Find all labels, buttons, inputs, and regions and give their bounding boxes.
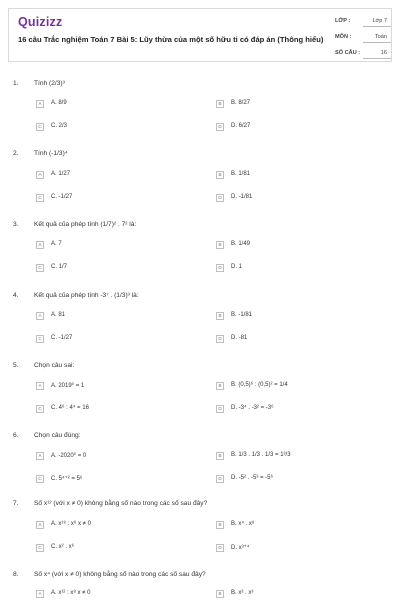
option-letter-box: C [36, 544, 44, 552]
option-text: C. x² . x⁶ [51, 544, 75, 550]
meta-subject-key: MÔN : [335, 34, 352, 40]
answer-option[interactable] [36, 404, 208, 414]
question-number: 5. [13, 362, 19, 369]
option-text: C. -1/27 [51, 194, 73, 200]
worksheet-header [8, 8, 392, 62]
option-text: D. 6/27 [231, 123, 251, 129]
option-letter-box: C [36, 335, 44, 343]
question-number: 1. [13, 80, 19, 87]
option-text: A. 8/9 [51, 100, 67, 106]
option-text: A. -2020⁰ = 0 [51, 453, 87, 459]
meta-subject [335, 31, 391, 43]
option-text: C. 1/7 [51, 264, 68, 270]
answer-option[interactable] [216, 589, 388, 599]
option-letter-box: A [36, 452, 44, 460]
answer-option[interactable] [216, 193, 388, 203]
option-letter-box: B [216, 521, 224, 529]
option-letter-box: C [36, 475, 44, 483]
option-text: A. x¹² : x⁸ x ≠ 0 [51, 590, 91, 596]
question-number: 7. [13, 500, 19, 507]
answer-option[interactable] [36, 381, 208, 391]
answer-option[interactable] [216, 170, 388, 180]
question-number: 8. [13, 571, 19, 578]
option-text: D. -5² . -5³ = -5⁶ [231, 475, 273, 481]
option-letter-box: D [216, 335, 224, 343]
answer-option[interactable] [36, 122, 208, 132]
option-text: A. 1/27 [51, 171, 71, 177]
option-text: A. x¹⁸ : x⁶ x ≠ 0 [51, 521, 91, 527]
answer-option[interactable] [36, 193, 208, 203]
option-letter-box: C [36, 405, 44, 413]
option-text: B. -1/81 [231, 312, 253, 318]
option-text: D. -3⁴ . -3² = -3⁶ [231, 405, 274, 411]
question-text: Tính (-1/3)⁴ [34, 150, 68, 157]
question-text: Số x⁴ (với x ≠ 0) không bằng số nào trong các số sau đây? [34, 571, 206, 578]
option-text: B. 1/3 . 1/3 . 1/3 = 1³/3 [231, 452, 291, 458]
question-text: Tính (2/3)³ [34, 80, 65, 87]
option-letter-box: D [216, 475, 224, 483]
option-letter-box: A [36, 382, 44, 390]
answer-option[interactable] [216, 520, 388, 530]
option-letter-box: B [216, 452, 224, 460]
option-letter-box: D [216, 194, 224, 202]
option-text: B. 1/49 [231, 241, 251, 247]
answer-option[interactable] [216, 334, 388, 344]
option-text: A. 7 [51, 241, 62, 247]
option-text: B. (0,5)⁶ : (0,5)² = 1/4 [231, 382, 288, 388]
option-letter-box: A [36, 521, 44, 529]
answer-option[interactable] [36, 520, 208, 530]
question-text: Kết quả của phép tính -3⁷ . (1/3)³ là: [34, 292, 139, 299]
question-number: 4. [13, 292, 19, 299]
question-text: Kết quả của phép tính (1/7)² . 7² là: [34, 221, 137, 228]
answer-option[interactable] [36, 311, 208, 321]
quizizz-logo: Quizizz [18, 15, 63, 29]
option-text: C. -1/27 [51, 335, 73, 341]
option-text: B. 8/27 [231, 100, 251, 106]
answer-option[interactable] [36, 263, 208, 273]
option-letter-box: D [216, 405, 224, 413]
option-letter-box: B [216, 590, 224, 598]
meta-class-key: LỚP : [335, 18, 351, 24]
answer-option[interactable] [216, 122, 388, 132]
meta-subject-value: Toán [374, 34, 387, 40]
answer-option[interactable] [36, 240, 208, 250]
answer-option[interactable] [36, 170, 208, 180]
meta-class [335, 15, 391, 27]
meta-count-key: SỐ CÂU : [335, 50, 361, 56]
option-letter-box: D [216, 544, 224, 552]
option-text: A. 2019⁰ = 1 [51, 383, 85, 389]
option-text: D. x³⁺⁴ [231, 545, 250, 551]
option-letter-box: B [216, 171, 224, 179]
option-letter-box: B [216, 312, 224, 320]
question-number: 6. [13, 432, 19, 439]
meta-class-value: Lớp 7 [372, 18, 387, 24]
question-text: Chọn câu đúng: [34, 432, 81, 439]
answer-option[interactable] [216, 451, 388, 461]
option-text: D. 1 [231, 264, 243, 270]
worksheet-title: 16 câu Trắc nghiệm Toán 7 Bài 5: Lũy thừa của một số hữu tỉ có đáp án (Thông hiểu) [18, 35, 324, 44]
answer-option[interactable] [216, 543, 388, 553]
option-letter-box: C [36, 264, 44, 272]
option-letter-box: A [36, 171, 44, 179]
answer-option[interactable] [36, 334, 208, 344]
option-letter-box: A [36, 100, 44, 108]
option-letter-box: D [216, 123, 224, 131]
option-letter-box: D [216, 264, 224, 272]
answer-option[interactable] [216, 99, 388, 109]
answer-option[interactable] [216, 311, 388, 321]
option-letter-box: B [216, 382, 224, 390]
option-text: D. -1/81 [231, 194, 253, 200]
option-text: D. -81 [231, 335, 248, 341]
meta-count-value: 16 [380, 50, 387, 56]
option-text: B. x⁴ . x⁸ [231, 521, 255, 527]
question-text: Chọn câu sai: [34, 362, 75, 369]
option-letter-box: B [216, 100, 224, 108]
answer-option[interactable] [36, 543, 208, 553]
option-text: C. 2/3 [51, 123, 68, 129]
option-text: C. 5⁴⁺² = 5⁶ [51, 476, 83, 482]
answer-option[interactable] [216, 240, 388, 250]
option-letter-box: B [216, 241, 224, 249]
option-text: A. 81 [51, 312, 66, 318]
option-letter-box: A [36, 241, 44, 249]
option-letter-box: C [36, 194, 44, 202]
answer-option[interactable] [36, 451, 208, 461]
answer-option[interactable] [36, 99, 208, 109]
option-letter-box: A [36, 312, 44, 320]
answer-option[interactable] [216, 474, 388, 484]
option-text: B. x³ . x³ [231, 590, 254, 596]
answer-option[interactable] [36, 589, 208, 599]
question-number: 3. [13, 221, 19, 228]
question-number: 2. [13, 150, 19, 157]
answer-option[interactable] [216, 404, 388, 414]
answer-option[interactable] [216, 263, 388, 273]
option-text: B. 1/81 [231, 171, 251, 177]
question-text: Số x¹² (với x ≠ 0) không bằng số nào trong các số sau đây? [34, 500, 208, 507]
meta-count [335, 47, 391, 59]
answer-option[interactable] [36, 474, 208, 484]
option-letter-box: C [36, 123, 44, 131]
option-text: C. 4⁶ : 4⁴ = 16 [51, 405, 89, 411]
answer-option[interactable] [216, 381, 388, 391]
option-letter-box: A [36, 590, 44, 598]
